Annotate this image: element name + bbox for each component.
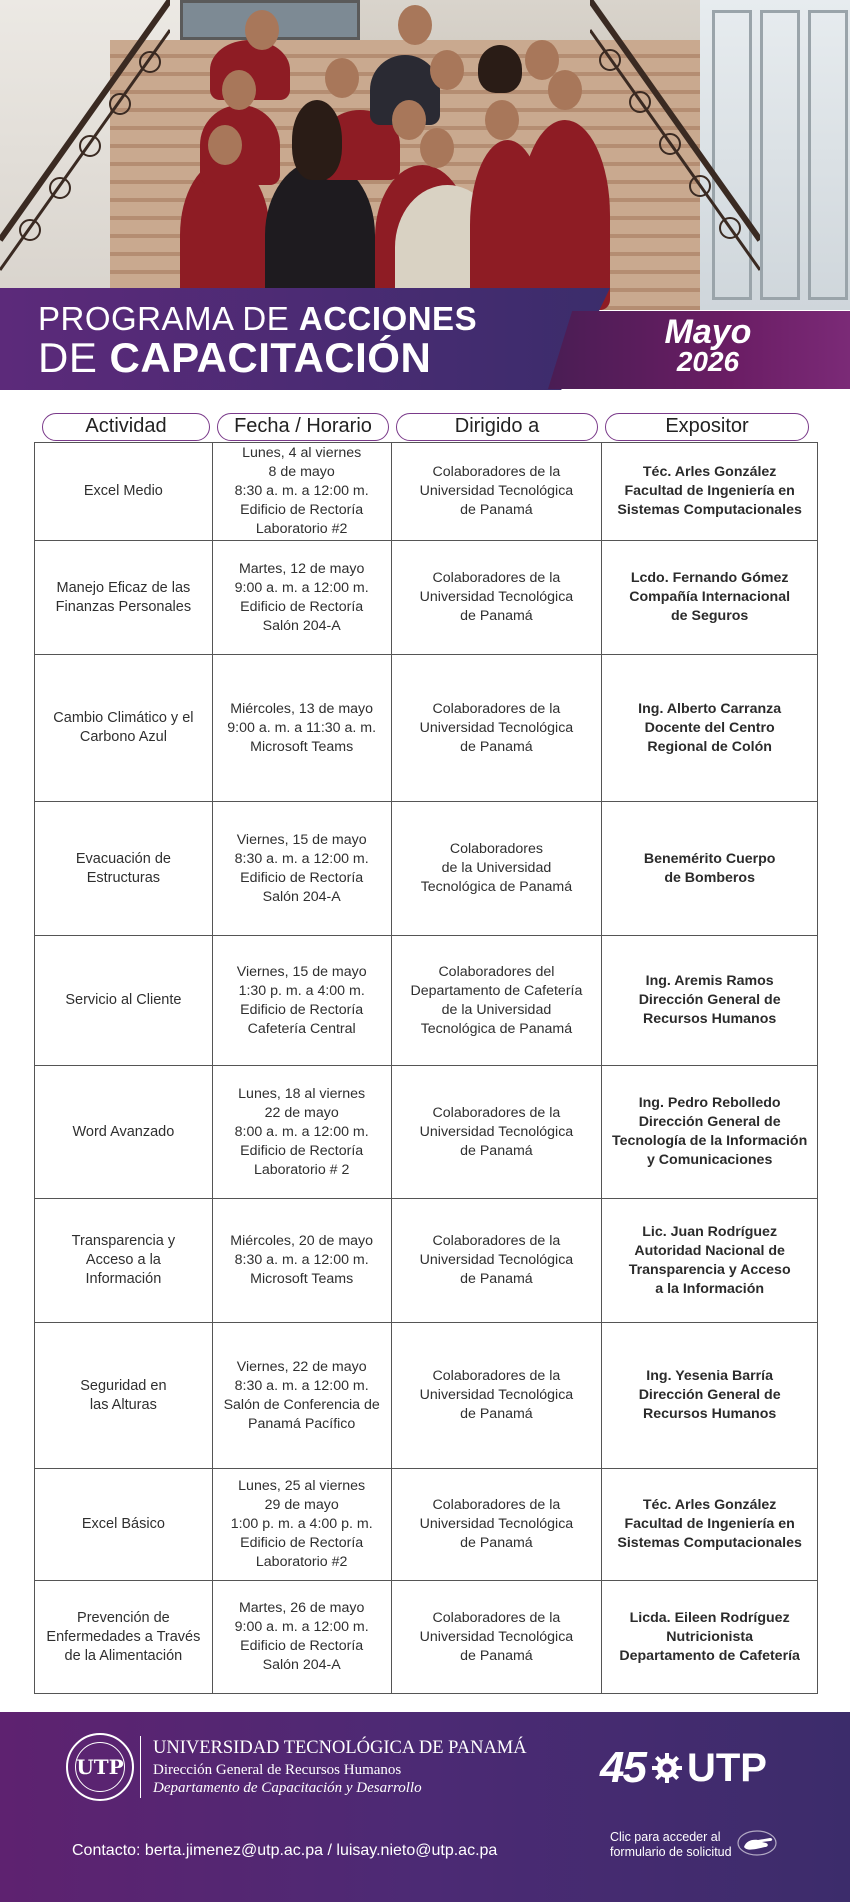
cell-actividad: Seguridad en las Alturas: [35, 1323, 213, 1468]
table-row: [35, 655, 818, 802]
cell-dirigido: Colaboradores de la Universidad Tecnológica de Panamá: [392, 1199, 603, 1322]
cell-expositor: Lic. Juan Rodríguez Autoridad Nacional de Transparencia y Acceso a la Información: [602, 1199, 818, 1322]
cell-dirigido: Colaboradores de la Universidad Tecnológica de Panamá: [392, 1066, 603, 1198]
page-title-line2: [38, 334, 431, 382]
cell-dirigido: Colaboradores de la Universidad Tecnológica de Panamá: [392, 802, 603, 935]
table-row: [35, 443, 818, 541]
title-line1-bold: ACCIONES: [298, 300, 478, 337]
cell-expositor: Benemérito Cuerpo de Bomberos: [602, 802, 818, 935]
table-row: [35, 1323, 818, 1469]
cell-fecha: Viernes, 15 de mayo 8:30 a. m. a 12:00 m. Edificio de Rectoría Salón 204-A: [213, 802, 392, 935]
cell-actividad: Evacuación de Estructuras: [35, 802, 213, 935]
gear-icon: [651, 1752, 683, 1784]
anniversary-number: 45: [600, 1743, 645, 1792]
group-photo: [0, 0, 850, 310]
stair-railing-left: [0, 0, 170, 300]
anniversary-logo: [600, 1745, 767, 1791]
cell-actividad: Prevención de Enfermedades a Través de la Alimentación: [35, 1581, 213, 1693]
cell-actividad: Excel Básico: [35, 1469, 213, 1580]
stair-railing-right: [590, 0, 760, 300]
column-header-fecha: Fecha / Horario: [217, 413, 389, 441]
training-department: Departamento de Capacitación y Desarrollo: [153, 1780, 422, 1796]
cell-expositor: Ing. Pedro Rebolledo Dirección General de Tecnología de la Información y Comunicaciones: [602, 1066, 818, 1198]
cell-fecha: Lunes, 4 al viernes 8 de mayo 8:30 a. m. a 12:00 m. Edificio de Rectoría Laboratorio #2: [213, 443, 392, 540]
cell-fecha: Lunes, 25 al viernes 29 de mayo 1:00 p. m. a 4:00 p. m. Edificio de Rectoría Laboratorio #2: [213, 1469, 392, 1580]
cell-expositor: Ing. Alberto Carranza Docente del Centro Regional de Colón: [602, 655, 818, 801]
cell-fecha: Miércoles, 20 de mayo 8:30 a. m. a 12:00 m. Microsoft Teams: [213, 1199, 392, 1322]
cell-dirigido: Colaboradores de la Universidad Tecnológica de Panamá: [392, 541, 603, 654]
year-label: 2026: [676, 346, 740, 377]
column-header-actividad: Actividad: [42, 413, 210, 441]
month-label: Mayo: [664, 313, 752, 351]
table-row: [35, 1581, 818, 1694]
footer-divider: [140, 1736, 141, 1798]
cell-dirigido: Colaboradores de la Universidad Tecnológica de Panamá: [392, 443, 603, 540]
cell-fecha: Lunes, 18 al viernes 22 de mayo 8:00 a. m. a 12:00 m. Edificio de Rectoría Laboratorio # 2: [213, 1066, 392, 1198]
table-row: [35, 1066, 818, 1199]
cell-expositor: Téc. Arles González Facultad de Ingeniería en Sistemas Computacionales: [602, 1469, 818, 1580]
cell-fecha: Viernes, 15 de mayo 1:30 p. m. a 4:00 m. Edificio de Rectoría Cafetería Central: [213, 936, 392, 1065]
cell-actividad: Transparencia y Acceso a la Información: [35, 1199, 213, 1322]
cell-dirigido: Colaboradores de la Universidad Tecnológica de Panamá: [392, 1581, 603, 1693]
column-header-expositor: Expositor: [605, 413, 809, 441]
cell-expositor: Ing. Aremis Ramos Dirección General de Recursos Humanos: [602, 936, 818, 1065]
cell-dirigido: Colaboradores de la Universidad Tecnológica de Panamá: [392, 1323, 603, 1468]
cell-actividad: Word Avanzado: [35, 1066, 213, 1198]
table-row: [35, 1469, 818, 1581]
cell-actividad: Cambio Climático y el Carbono Azul: [35, 655, 213, 801]
anniversary-text: UTP: [686, 1745, 767, 1790]
schedule-table: [34, 442, 818, 1694]
cell-expositor: Lcdo. Fernando Gómez Compañía Internacional de Seguros: [602, 541, 818, 654]
table-row: [35, 936, 818, 1066]
cell-actividad: Excel Medio: [35, 443, 213, 540]
cell-expositor: Téc. Arles González Facultad de Ingeniería en Sistemas Computacionales: [602, 443, 818, 540]
cell-actividad: Servicio al Cliente: [35, 936, 213, 1065]
table-row: [35, 541, 818, 655]
utp-seal-text: UTP: [76, 1755, 124, 1779]
title-line1-regular: PROGRAMA DE: [38, 300, 299, 337]
contact-emails[interactable]: Contacto: berta.jimenez@utp.ac.pa / luisay.nieto@utp.ac.pa: [72, 1842, 498, 1859]
university-name: UNIVERSIDAD TECNOLÓGICA DE PANAMÁ: [153, 1738, 527, 1758]
utp-seal-inner: [75, 1742, 125, 1792]
cell-actividad: Manejo Eficaz de las Finanzas Personales: [35, 541, 213, 654]
title-line2-bold: CAPACITACIÓN: [109, 334, 432, 381]
cell-dirigido: Colaboradores de la Universidad Tecnológica de Panamá: [392, 655, 603, 801]
cell-fecha: Miércoles, 13 de mayo 9:00 a. m. a 11:30 a. m. Microsoft Teams: [213, 655, 392, 801]
table-row: [35, 1199, 818, 1323]
utp-seal-logo: [66, 1733, 134, 1801]
page-title-line1: [38, 300, 477, 338]
title-line2-regular: DE: [38, 334, 110, 381]
column-header-dirigido: Dirigido a: [396, 413, 598, 441]
cell-fecha: Martes, 26 de mayo 9:00 a. m. a 12:00 m. Edificio de Rectoría Salón 204-A: [213, 1581, 392, 1693]
cell-dirigido: Colaboradores de la Universidad Tecnológica de Panamá: [392, 1469, 603, 1580]
cell-fecha: Viernes, 22 de mayo 8:30 a. m. a 12:00 m. Salón de Conferencia de Panamá Pacífico: [213, 1323, 392, 1468]
cell-expositor: Ing. Yesenia Barría Dirección General de Recursos Humanos: [602, 1323, 818, 1468]
table-row: [35, 802, 818, 936]
cell-fecha: Martes, 12 de mayo 9:00 a. m. a 12:00 m. Edificio de Rectoría Salón 204-A: [213, 541, 392, 654]
request-form-link[interactable]: Clic para acceder al formulario de solicitud: [610, 1830, 732, 1859]
hr-direction: Dirección General de Recursos Humanos: [153, 1762, 402, 1778]
cell-expositor: Licda. Eileen Rodríguez Nutricionista Departamento de Cafetería: [602, 1581, 818, 1693]
pointing-hand-icon[interactable]: [736, 1829, 778, 1857]
cell-dirigido: Colaboradores del Departamento de Cafetería de la Universidad Tecnológica de Panamá: [392, 936, 603, 1065]
